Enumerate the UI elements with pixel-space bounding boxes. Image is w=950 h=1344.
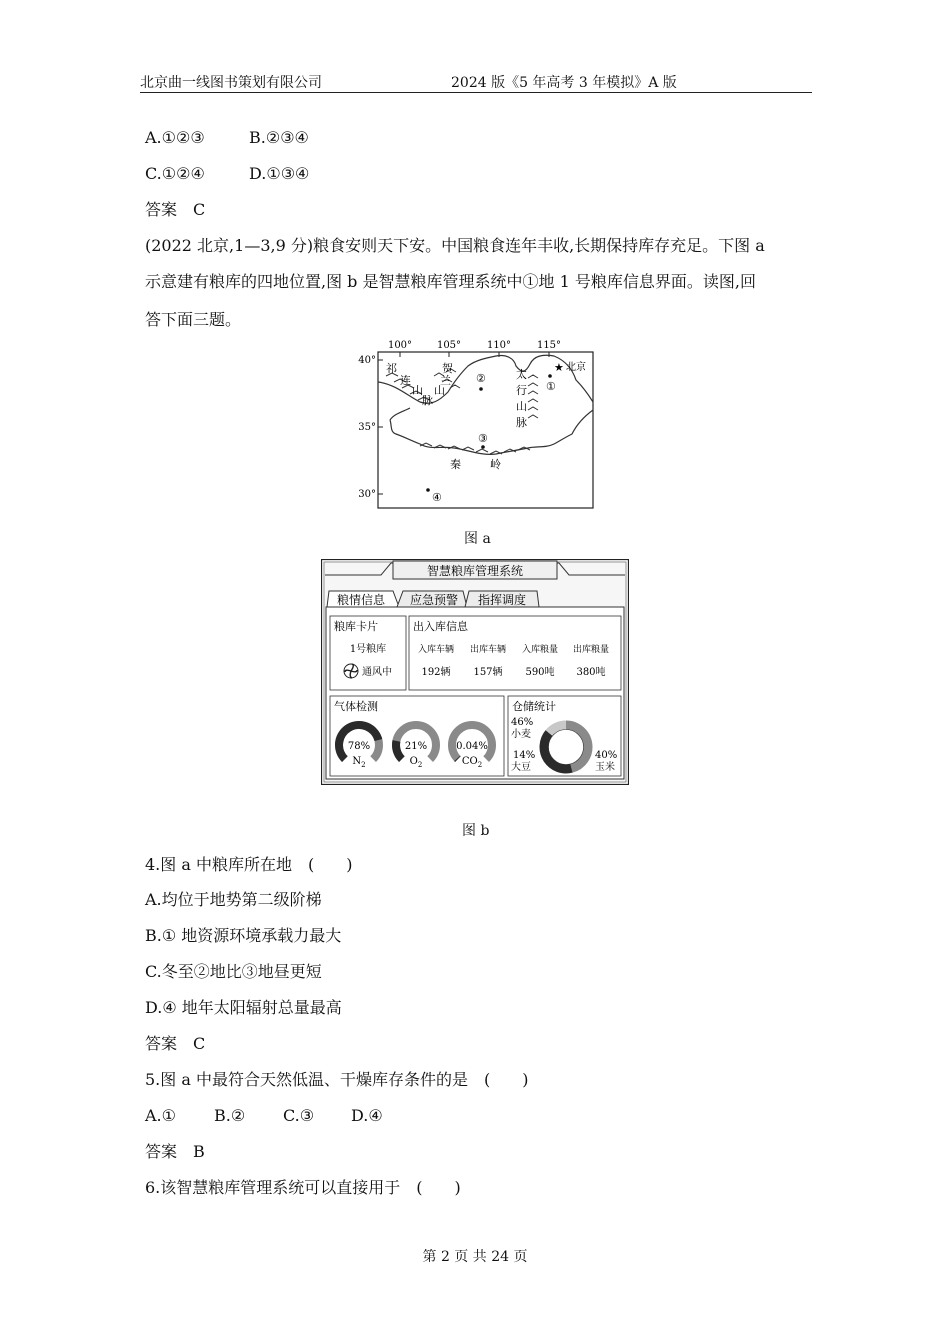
lat-label-30: 30° xyxy=(358,489,376,500)
inout-header-3: 入库粮量 xyxy=(521,645,559,655)
helan-char-1: 贺 xyxy=(442,362,453,375)
q5-option-b: B.② xyxy=(214,1106,246,1125)
tab-command-label: 指挥调度 xyxy=(477,593,527,607)
helan-char-2: 兰 xyxy=(440,374,451,387)
gauge-fill-2 xyxy=(457,758,458,759)
point-1: ① xyxy=(546,380,556,393)
gas-title: 气体检测 xyxy=(334,700,378,713)
prev-options-row2 xyxy=(145,164,309,184)
lat-label-40: 40° xyxy=(358,355,376,366)
qinling-char-1: 秦 xyxy=(450,458,461,471)
tab-bar xyxy=(327,591,539,607)
ventilation-status: 通风中 xyxy=(362,667,392,678)
qilian-char-3: 山 xyxy=(412,384,423,397)
donut-hole xyxy=(549,730,584,765)
storage-soy-name: 大豆 xyxy=(511,762,531,773)
q4-option-b: B.① 地资源环境承载力最大 xyxy=(145,926,342,945)
smart-granary-ui-figure-b xyxy=(321,559,629,785)
storage-soy-pct: 14% xyxy=(513,750,536,761)
taihang-char-4: 脉 xyxy=(516,416,527,429)
prev-options-row1 xyxy=(145,128,309,148)
point-3: ③ xyxy=(478,432,488,445)
inout-value-1: 192辆 xyxy=(421,667,451,678)
inout-value-2: 157辆 xyxy=(473,667,503,678)
inout-value-3: 590吨 xyxy=(525,667,555,678)
beijing-star-icon: ★ xyxy=(554,361,564,374)
gauge-co2-value: 0.04% xyxy=(456,741,488,752)
storage-title: 仓储统计 xyxy=(512,700,556,713)
q4-option-a: A.均位于地势第二级阶梯 xyxy=(145,890,322,909)
q5-option-c: C.③ xyxy=(283,1106,315,1125)
inout-value-4: 380吨 xyxy=(576,667,606,678)
granary-card-title: 粮库卡片 xyxy=(334,620,378,633)
option-a: A.①②③ xyxy=(145,128,205,147)
point-2: ② xyxy=(476,372,486,385)
taihang-char-1: 太 xyxy=(516,368,527,381)
caption-figure-b: 图 b xyxy=(462,823,490,839)
gauge-o2-value: 21% xyxy=(404,741,428,752)
inout-header-2: 出库车辆 xyxy=(469,645,507,655)
beijing-label: 北京 xyxy=(566,362,586,373)
option-d: D.①③④ xyxy=(249,164,310,183)
header-rule xyxy=(140,92,812,93)
lon-label-110: 110° xyxy=(486,340,512,351)
header-book-title: 2024 版《5 年高考 3 年模拟》A 版 xyxy=(451,75,677,91)
gauge-n2-value: 78% xyxy=(347,741,371,752)
storage-wheat-pct: 46% xyxy=(511,717,534,728)
caption-figure-a: 图 a xyxy=(464,531,491,547)
lon-label-115: 115° xyxy=(536,340,562,351)
header-company: 北京曲一线图书策划有限公司 xyxy=(140,75,322,91)
system-title: 智慧粮库管理系统 xyxy=(426,564,524,578)
prev-answer: 答案 C xyxy=(145,200,206,219)
gauge-n2-label: $N_2$ xyxy=(352,756,366,769)
lon-label-105: 105° xyxy=(436,340,462,351)
gauge-co2-label: $CO_2$ xyxy=(461,756,483,769)
taihang-char-3: 山 xyxy=(516,400,527,413)
q4-stem: 4.图 a 中粮库所在地 ( ) xyxy=(145,855,353,874)
taihang-char-2: 行 xyxy=(516,384,527,397)
fan-icon xyxy=(344,664,358,678)
qilian-char-4: 脉 xyxy=(422,394,433,407)
storage-donut xyxy=(544,725,588,769)
page-footer: 第 2 页 共 24 页 xyxy=(422,1249,528,1265)
helan-char-3: 山 xyxy=(434,384,445,397)
lon-label-100: 100° xyxy=(387,340,413,351)
intro-line-1: (2022 北京,1—3,9 分)粮食安则天下安。中国粮食连年丰收,长期保持库存充足。下图 a xyxy=(145,236,765,255)
option-c: C.①②④ xyxy=(145,164,205,183)
granary-name: 1号粮库 xyxy=(349,644,387,655)
inout-header-4: 出库粮量 xyxy=(572,645,610,655)
q5-option-d: D.④ xyxy=(351,1106,383,1125)
lat-label-35: 35° xyxy=(358,422,376,433)
inout-title: 出入库信息 xyxy=(413,620,468,633)
q5-option-a: A.① xyxy=(145,1106,176,1125)
storage-corn-name: 玉米 xyxy=(595,762,615,773)
q6-stem: 6.该智慧粮库管理系统可以直接用于 ( ) xyxy=(145,1178,461,1197)
qilian-char-2: 连 xyxy=(400,374,411,387)
option-b: B.②③④ xyxy=(249,128,309,147)
inout-header-1: 入库车辆 xyxy=(417,645,455,655)
q4-answer: 答案 C xyxy=(145,1034,206,1053)
q4-option-d: D.④ 地年太阳辐射总量最高 xyxy=(145,998,342,1017)
q5-options xyxy=(145,1106,383,1126)
gauge-o2-label: $O_2$ xyxy=(409,756,423,769)
q5-stem: 5.图 a 中最符合天然低温、干燥库存条件的是 ( ) xyxy=(145,1070,529,1089)
qinling-char-2: 岭 xyxy=(490,458,501,471)
intro-line-3: 答下面三题。 xyxy=(145,310,242,329)
storage-wheat-name: 小麦 xyxy=(511,729,531,740)
intro-line-2: 示意建有粮库的四地位置,图 b 是智慧粮库管理系统中①地 1 号粮库信息界面。读图,回 xyxy=(145,272,756,291)
tab-emergency-label: 应急预警 xyxy=(409,593,459,607)
point-4: ④ xyxy=(432,491,442,504)
storage-corn-pct: 40% xyxy=(595,750,618,761)
qilian-char-1: 祁 xyxy=(386,362,397,375)
q4-option-c: C.冬至②地比③地昼更短 xyxy=(145,962,322,981)
q5-answer: 答案 B xyxy=(145,1142,205,1161)
tab-grain-info-label: 粮情信息 xyxy=(336,593,386,607)
map-figure-a xyxy=(350,334,610,514)
